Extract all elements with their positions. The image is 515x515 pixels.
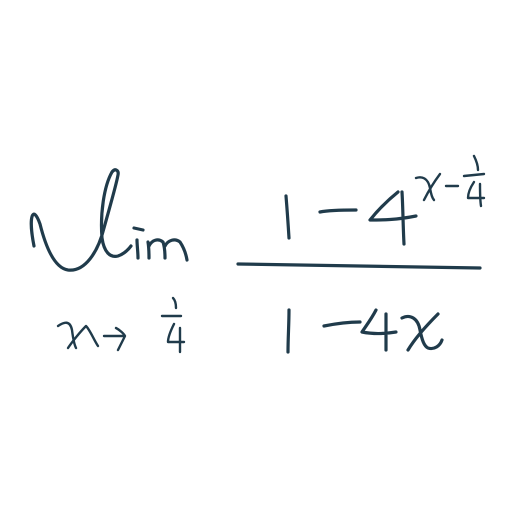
lim-letter-i-dot (134, 228, 143, 230)
denominator-one (288, 310, 289, 352)
lim-letter-i-stem (137, 240, 138, 258)
